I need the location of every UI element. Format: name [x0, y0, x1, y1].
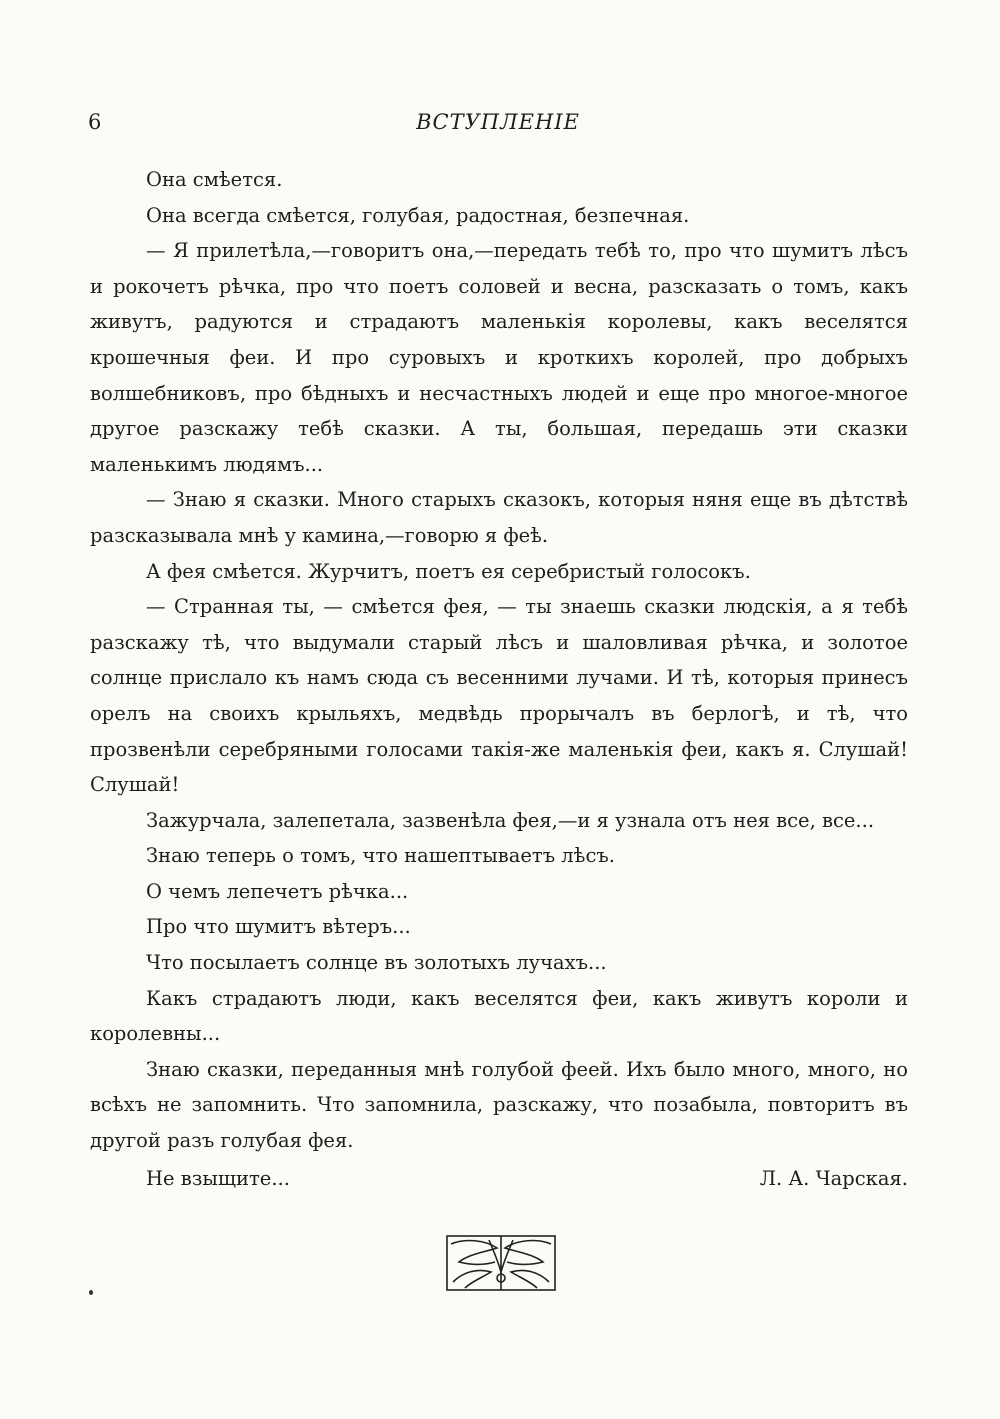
paragraph: Про что шумитъ вѣтеръ... [146, 915, 411, 939]
ink-speck [89, 1290, 93, 1295]
paragraph: Что посылаетъ солнце въ золотыхъ лучахъ... [146, 951, 607, 975]
paragraph: Она смѣется. [146, 168, 283, 191]
paragraph: О чемъ лепечетъ рѣчка... [146, 879, 409, 903]
page-number: 6 [88, 110, 102, 134]
paragraph: Какъ страдаютъ люди, какъ веселятся феи, какъ живутъ короли и королевны... [90, 986, 908, 1046]
author-signature: Л. А. Чарская. [759, 1166, 908, 1190]
paragraph: Знаю сказки, переданныя мнѣ голубой феей. Ихъ было много, много, но всѣхъ не запомнить. Что запомнила, разскажу, что позабыла, повторитъ въ другой разъ голубая фея. [90, 1057, 908, 1153]
paragraph: Она всегда смѣется, голубая, радостная, безпечная. [146, 203, 690, 227]
paragraph: Зажурчала, залепетала, зазвенѣла фея,—и я узнала отъ нея все, все... [146, 808, 875, 832]
paragraph: — Странная ты, — смѣется фея, — ты знаешь сказки людскія, а я тебѣ разскажу тѣ, что выдумали старый лѣсъ и шаловливая рѣчка, и золотое солнце прислало къ намъ сюда съ весенними лучами. И тѣ, которыя принесъ орелъ на своихъ крыльяхъ, медвѣдь прорычалъ въ берлогѣ, и тѣ, что прозвенѣли серебряными голосами такія-же маленькія феи, какъ я. Слушай! Слушай! [90, 595, 908, 797]
closing-line [90, 1161, 908, 1197]
page-header [88, 110, 908, 140]
art-nouveau-floral-ornament-icon [445, 1232, 557, 1294]
closing-phrase: Не взыщите... [146, 1166, 290, 1190]
paragraph: — Я прилетѣла,—говоритъ она,—передать тебѣ то, про что шумитъ лѣсъ и рокочетъ рѣчка, про что поетъ соловей и весна, разсказать о томъ, какъ живутъ, радуются и страдаютъ маленькія королевы, какъ веселятся крошечныя феи. И про суровыхъ и кроткихъ королей, про добрыхъ волшебниковъ, про бѣдныхъ и несчастныхъ людей и еще про многое-многое другое разскажу тебѣ сказки. А ты, большая, передашь эти сказки маленькимъ людямъ... [90, 239, 908, 476]
paragraph: Знаю теперь о томъ, что нашептываетъ лѣсъ. [146, 844, 615, 868]
paragraph: — Знаю я сказки. Много старыхъ сказокъ, которыя няня еще въ дѣтствѣ разсказывала мнѣ у камина,—говорю я феѣ. [90, 488, 908, 547]
page-body [90, 162, 908, 1196]
running-title: ВСТУПЛЕНІЕ [416, 110, 580, 134]
paragraph: А фея смѣется. Журчитъ, поетъ ея серебристый голосокъ. [146, 559, 751, 583]
